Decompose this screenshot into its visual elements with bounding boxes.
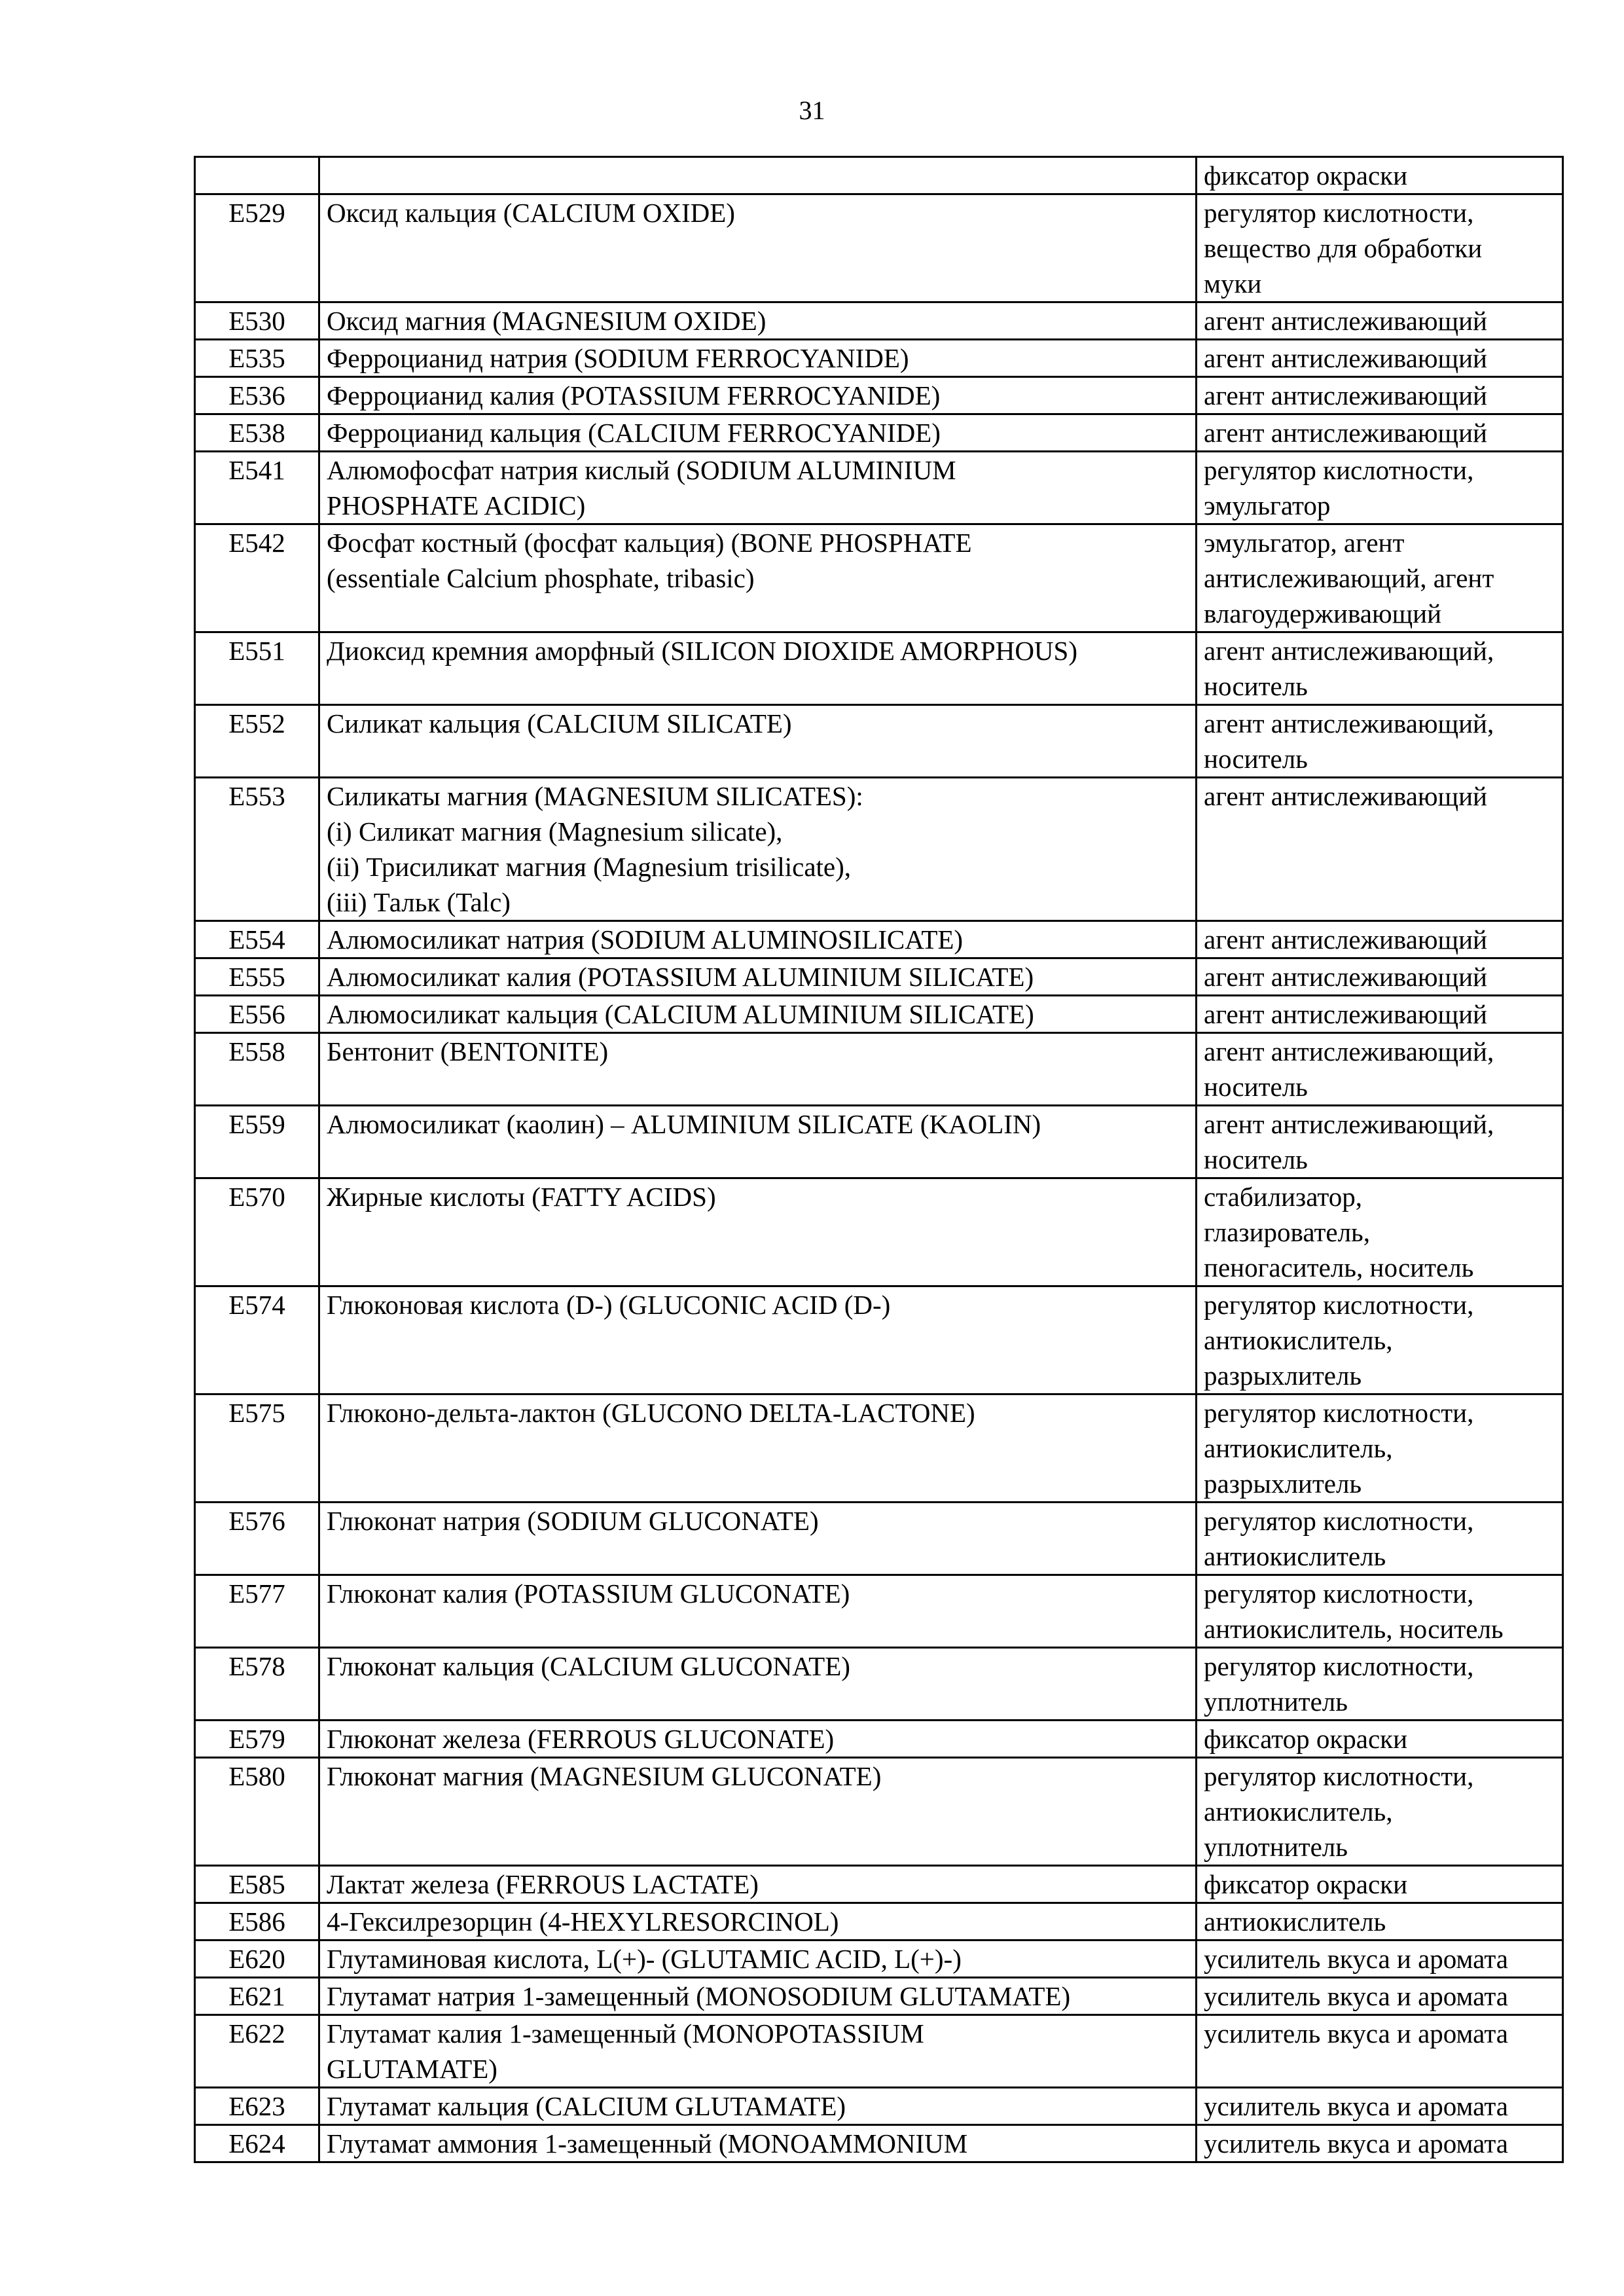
- additive-function-cell: фиксатор окраски: [1197, 1866, 1563, 1903]
- table-row: [195, 1941, 1563, 1978]
- additive-name-cell: Глюконовая кислота (D-) (GLUCONIC ACID (D-): [319, 1286, 1197, 1394]
- table-row: [195, 778, 1563, 921]
- additive-code-cell: E529: [195, 194, 319, 302]
- additive-function-cell: агент антислеживающий: [1197, 996, 1563, 1033]
- additive-name-cell: Глюконат кальция (CALCIUM GLUCONATE): [319, 1648, 1197, 1721]
- additive-function-cell: регулятор кислотности, антиокислитель: [1197, 1503, 1563, 1575]
- table-row: [195, 1178, 1563, 1286]
- additive-name-cell: Лактат железа (FERROUS LACTATE): [319, 1866, 1197, 1903]
- table-row: [195, 194, 1563, 302]
- table-row: [195, 157, 1563, 194]
- additive-name-cell: 4-Гексилрезорцин (4-HEXYLRESORCINOL): [319, 1903, 1197, 1941]
- table-row: [195, 524, 1563, 632]
- additive-name-cell: Глюконо-дельта-лактон (GLUCONO DELTA-LACTONE): [319, 1394, 1197, 1503]
- additive-code-cell: E576: [195, 1503, 319, 1575]
- additive-code-cell: E570: [195, 1178, 319, 1286]
- additive-name-cell: Ферроцианид натрия (SODIUM FERROCYANIDE): [319, 340, 1197, 377]
- additive-function-cell: усилитель вкуса и аромата: [1197, 1978, 1563, 2015]
- additive-function-cell: агент антислеживающий: [1197, 778, 1563, 921]
- additive-function-cell: агент антислеживающий, носитель: [1197, 705, 1563, 778]
- table-row: [195, 1866, 1563, 1903]
- additive-name-cell: Глутамат аммония 1-замещенный (MONOAMMONIUM: [319, 2125, 1197, 2162]
- additive-name-cell: Глутамат натрия 1-замещенный (MONOSODIUM GLUTAMATE): [319, 1978, 1197, 2015]
- additive-code-cell: E535: [195, 340, 319, 377]
- additive-code-cell: E623: [195, 2088, 319, 2125]
- additive-code-cell: E622: [195, 2015, 319, 2088]
- additive-name-cell: Глутаминовая кислота, L(+)- (GLUTAMIC ACID, L(+)-): [319, 1941, 1197, 1978]
- additive-function-cell: регулятор кислотности, антиокислитель, носитель: [1197, 1575, 1563, 1648]
- additive-name-cell: Глюконат железа (FERROUS GLUCONATE): [319, 1721, 1197, 1758]
- additive-function-cell: антиокислитель: [1197, 1903, 1563, 1941]
- additive-function-cell: фиксатор окраски: [1197, 1721, 1563, 1758]
- additive-code-cell: E620: [195, 1941, 319, 1978]
- table-row: [195, 2015, 1563, 2088]
- additive-function-cell: агент антислеживающий: [1197, 377, 1563, 414]
- additive-code-cell: E538: [195, 414, 319, 452]
- table-row: [195, 1758, 1563, 1866]
- additive-code-cell: E542: [195, 524, 319, 632]
- table-row: [195, 996, 1563, 1033]
- table-row: [195, 1394, 1563, 1503]
- table-row: [195, 302, 1563, 340]
- table-row: [195, 705, 1563, 778]
- additive-name-cell: Алюмосиликат (каолин) – ALUMINIUM SILICATE (KAOLIN): [319, 1106, 1197, 1178]
- additive-function-cell: стабилизатор, глазирователь, пеногаситель, носитель: [1197, 1178, 1563, 1286]
- page-number: 31: [799, 96, 825, 125]
- additive-code-cell: E575: [195, 1394, 319, 1503]
- additive-name-cell: Силикат кальция (CALCIUM SILICATE): [319, 705, 1197, 778]
- additive-code-cell: E578: [195, 1648, 319, 1721]
- table-row: [195, 1978, 1563, 2015]
- additive-code-cell: E579: [195, 1721, 319, 1758]
- additive-function-cell: агент антислеживающий: [1197, 414, 1563, 452]
- additive-code-cell: E556: [195, 996, 319, 1033]
- additive-function-cell: фиксатор окраски: [1197, 157, 1563, 194]
- additive-name-cell: Алюмофосфат натрия кислый (SODIUM ALUMINIUM PHOSPHATE ACIDIC): [319, 452, 1197, 524]
- additive-function-cell: усилитель вкуса и аромата: [1197, 1941, 1563, 1978]
- additive-function-cell: агент антислеживающий, носитель: [1197, 1033, 1563, 1106]
- table-row: [195, 1648, 1563, 1721]
- additive-name-cell: Алюмосиликат калия (POTASSIUM ALUMINIUM SILICATE): [319, 958, 1197, 996]
- additive-name-cell: Ферроцианид кальция (CALCIUM FERROCYANIDE): [319, 414, 1197, 452]
- additive-function-cell: агент антислеживающий: [1197, 302, 1563, 340]
- additive-function-cell: агент антислеживающий: [1197, 340, 1563, 377]
- additive-code-cell: [195, 157, 319, 194]
- additive-function-cell: регулятор кислотности, антиокислитель, разрыхлитель: [1197, 1394, 1563, 1503]
- additive-code-cell: E621: [195, 1978, 319, 2015]
- additive-name-cell: Алюмосиликат натрия (SODIUM ALUMINOSILICATE): [319, 921, 1197, 958]
- additive-code-cell: E580: [195, 1758, 319, 1866]
- additive-name-cell: Силикаты магния (MAGNESIUM SILICATES): (i) Силикат магния (Magnesium silicate), (ii) Трисиликат магния (Magnesium trisilicate), (iii) Тальк (Talc): [319, 778, 1197, 921]
- table-row: [195, 2125, 1563, 2162]
- table-row: [195, 921, 1563, 958]
- table-row: [195, 1286, 1563, 1394]
- additive-name-cell: Ферроцианид калия (POTASSIUM FERROCYANIDE): [319, 377, 1197, 414]
- additive-function-cell: регулятор кислотности, вещество для обработки муки: [1197, 194, 1563, 302]
- additive-function-cell: регулятор кислотности, уплотнитель: [1197, 1648, 1563, 1721]
- table-row: [195, 340, 1563, 377]
- additive-function-cell: агент антислеживающий: [1197, 921, 1563, 958]
- additive-name-cell: Глюконат натрия (SODIUM GLUCONATE): [319, 1503, 1197, 1575]
- additive-code-cell: E530: [195, 302, 319, 340]
- additive-name-cell: Алюмосиликат кальция (CALCIUM ALUMINIUM SILICATE): [319, 996, 1197, 1033]
- additive-code-cell: E554: [195, 921, 319, 958]
- additive-name-cell: Глутамат калия 1-замещенный (MONOPOTASSIUM GLUTAMATE): [319, 2015, 1197, 2088]
- additive-code-cell: E577: [195, 1575, 319, 1648]
- additive-function-cell: агент антислеживающий, носитель: [1197, 632, 1563, 705]
- additive-name-cell: Глутамат кальция (CALCIUM GLUTAMATE): [319, 2088, 1197, 2125]
- table-row: [195, 1903, 1563, 1941]
- additive-code-cell: E551: [195, 632, 319, 705]
- additive-function-cell: агент антислеживающий: [1197, 958, 1563, 996]
- additive-code-cell: E536: [195, 377, 319, 414]
- additive-function-cell: регулятор кислотности, эмульгатор: [1197, 452, 1563, 524]
- additive-name-cell: Оксид кальция (CALCIUM OXIDE): [319, 194, 1197, 302]
- additive-name-cell: Глюконат магния (MAGNESIUM GLUCONATE): [319, 1758, 1197, 1866]
- additive-name-cell: [319, 157, 1197, 194]
- table-row: [195, 2088, 1563, 2125]
- additive-code-cell: E541: [195, 452, 319, 524]
- additive-code-cell: E555: [195, 958, 319, 996]
- additives-table-body: [195, 157, 1563, 2162]
- table-row: [195, 1106, 1563, 1178]
- additive-code-cell: E574: [195, 1286, 319, 1394]
- additive-function-cell: усилитель вкуса и аромата: [1197, 2015, 1563, 2088]
- additive-name-cell: Фосфат костный (фосфат кальция) (BONE PHOSPHATE (essentiale Calcium phosphate, tribasic): [319, 524, 1197, 632]
- table-row: [195, 377, 1563, 414]
- additive-name-cell: Глюконат калия (POTASSIUM GLUCONATE): [319, 1575, 1197, 1648]
- table-row: [195, 452, 1563, 524]
- table-row: [195, 958, 1563, 996]
- additive-code-cell: E553: [195, 778, 319, 921]
- additive-name-cell: Жирные кислоты (FATTY ACIDS): [319, 1178, 1197, 1286]
- additive-function-cell: эмульгатор, агент антислеживающий, агент влагоудерживающий: [1197, 524, 1563, 632]
- additives-table: [194, 156, 1564, 2163]
- table-row: [195, 414, 1563, 452]
- additive-code-cell: E586: [195, 1903, 319, 1941]
- additive-code-cell: E624: [195, 2125, 319, 2162]
- additive-function-cell: регулятор кислотности, антиокислитель, разрыхлитель: [1197, 1286, 1563, 1394]
- additive-function-cell: агент антислеживающий, носитель: [1197, 1106, 1563, 1178]
- table-row: [195, 1721, 1563, 1758]
- additive-function-cell: усилитель вкуса и аромата: [1197, 2125, 1563, 2162]
- additive-name-cell: Диоксид кремния аморфный (SILICON DIOXIDE AMORPHOUS): [319, 632, 1197, 705]
- additive-function-cell: усилитель вкуса и аромата: [1197, 2088, 1563, 2125]
- additive-function-cell: регулятор кислотности, антиокислитель, уплотнитель: [1197, 1758, 1563, 1866]
- additive-code-cell: E552: [195, 705, 319, 778]
- table-row: [195, 1575, 1563, 1648]
- additive-code-cell: E559: [195, 1106, 319, 1178]
- additive-code-cell: E585: [195, 1866, 319, 1903]
- table-row: [195, 632, 1563, 705]
- additive-name-cell: Оксид магния (MAGNESIUM OXIDE): [319, 302, 1197, 340]
- additive-code-cell: E558: [195, 1033, 319, 1106]
- table-row: [195, 1033, 1563, 1106]
- additive-name-cell: Бентонит (BENTONITE): [319, 1033, 1197, 1106]
- table-row: [195, 1503, 1563, 1575]
